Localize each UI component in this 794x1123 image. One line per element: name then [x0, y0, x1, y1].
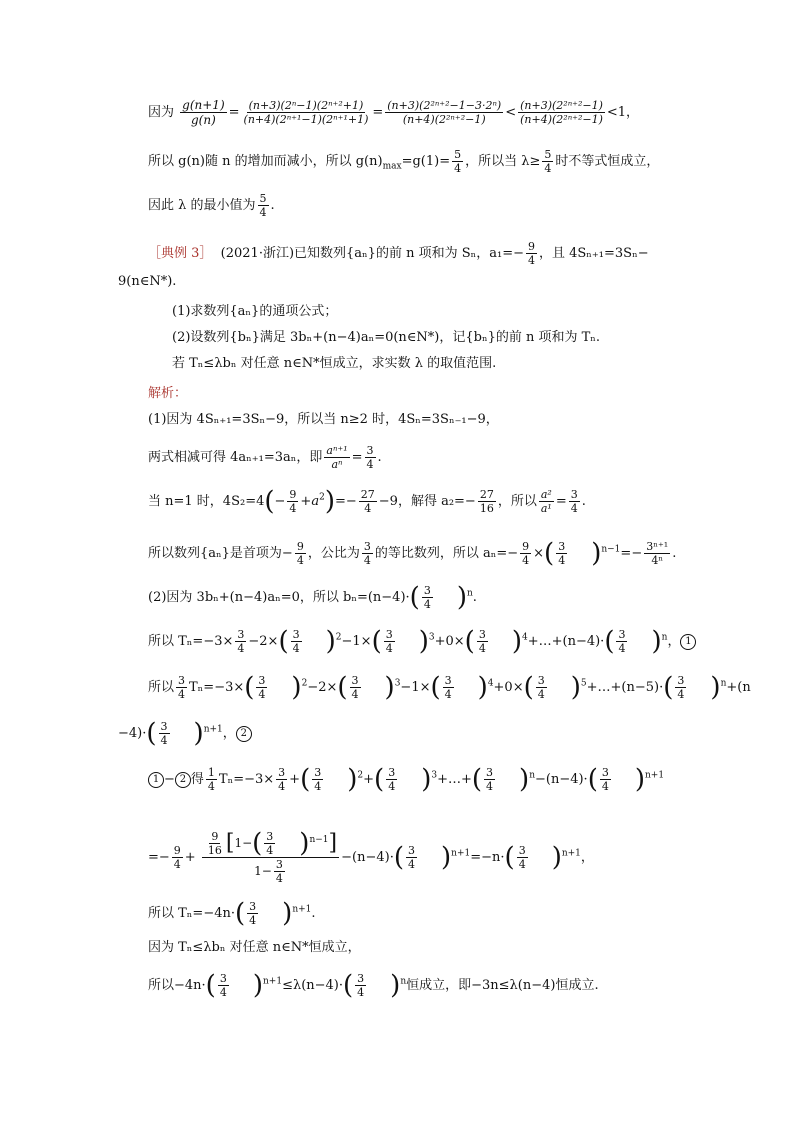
- text: ，所以当 λ≥: [465, 154, 541, 169]
- solution-line-11: 所以 Tₙ=−4n·( $\frac{3}{4}$ )$^{n+1}$.: [148, 898, 316, 929]
- fraction: $\frac{27}{16}$: [479, 488, 494, 515]
- fraction: $\frac{3}{4}$: [366, 444, 374, 471]
- question-2: (2)设数列{bₙ}满足 3bₙ+(n−4)aₙ=0(n∈N*)，记{bₙ}的前 n 项和为 Tₙ.: [172, 330, 601, 345]
- fraction: $\frac{3}{4}$: [363, 540, 371, 567]
- text: 时不等式恒成立，: [555, 154, 660, 169]
- fraction: $\frac{\text{a²}}{\text{a¹}}$: [540, 488, 552, 515]
- solution-line-10: =− $\frac{9}{4}$ + $\frac{9}{16}$ [1−( $\frac{3}{4}$ )$^{n-1}$] 1− $\frac{3}{4}$ −(n−4)·( $\frac{3}{4}$ )$^{n+1}$=−n·( $\frac{3}{4}$ )$^{n+1}$，: [148, 828, 594, 885]
- fraction: $\frac{5}{4}$: [544, 148, 552, 175]
- fraction: $\frac{3}{4}$: [423, 584, 431, 611]
- fraction: $\frac{\text{aⁿ⁺¹}}{\text{aⁿ}}$: [326, 444, 348, 471]
- text: 所以 g(n)随 n 的增加而减小，所以 g(n): [148, 154, 383, 169]
- fraction: $\frac{\text{(n+3)(2²ⁿ⁺²−1−3·2ⁿ)}}{\text{(n+4)(2²ⁿ⁺²−1)}}$: [387, 99, 502, 126]
- text: <1，: [606, 105, 640, 120]
- fraction: $\frac{\text{(n+3)(2²ⁿ⁺²−1)}}{\text{(n+4)(2²ⁿ⁺²−1)}}$: [520, 99, 603, 126]
- question-1: (1)求数列{aₙ}的通项公式；: [172, 304, 338, 319]
- solution-line-4: 所以数列{aₙ}是首项为− $\frac{9}{4}$ ，公比为 $\frac{3}{4}$ 的等比数列，所以 aₙ=− $\frac{9}{4}$ ×( $\frac{3}{4}$ )$^{n-1}$=− $\frac{\text{3ⁿ⁺¹}}{\text{4ⁿ}}$ .: [148, 538, 677, 569]
- text: =g(1)=: [401, 154, 451, 169]
- solution-line-9: 1 − 2 得 $\frac{1}{4}$ Tₙ=−3× $\frac{3}{4}$ +( $\frac{3}{4}$ )$^2$+( $\frac{3}{4}$ )$^3$+…+( $\frac{3}{4}$ )$^n$−(n−4)·( $\frac{3}{4}$ )$^{n+1}$: [148, 766, 664, 793]
- question-2-cont: 若 Tₙ≤λbₙ 对任意 n∈N*恒成立，求实数 λ 的取值范围.: [172, 356, 497, 371]
- text: ，且 4Sₙ₊₁=3Sₙ−: [539, 246, 649, 261]
- solution-line-12: 因为 Tₙ≤λbₙ 对任意 n∈N*恒成立，: [148, 940, 361, 955]
- solution-tag: 解析：: [148, 386, 188, 401]
- solution-line-8: −4)·( $\frac{3}{4}$ )$^{n+1}$， 2: [118, 720, 252, 747]
- line-decreasing: [148, 148, 659, 175]
- fraction: $\frac{9}{4}$: [522, 540, 530, 567]
- fraction: $\frac{3}{4}$: [570, 488, 578, 515]
- subscript: max: [382, 161, 402, 172]
- circled-1: 1: [680, 634, 696, 650]
- solution-line-2: 两式相减可得 4aₙ₊₁=3aₙ，即 $\frac{\text{aⁿ⁺¹}}{\text{aⁿ}}$ = $\frac{3}{4}$ .: [148, 444, 382, 471]
- fraction: $\frac{5}{4}$: [454, 148, 462, 175]
- fraction: $\frac{\text{3ⁿ⁺¹}}{\text{4ⁿ}}$: [646, 540, 669, 567]
- fraction: $\frac{9}{4}$: [289, 488, 297, 515]
- example-tag: ［典例 3］: [148, 246, 213, 261]
- line-ratio: 因为 $\frac{g(n+1)}{g(n)}$ = $\frac{\text{(n+3)(2ⁿ−1)(2ⁿ⁺²+1)}}{\text{(n+4)(2ⁿ⁺¹−1)(2ⁿ⁺¹+1)}}$ = $\frac{\text{(n+3)(2²ⁿ⁺²−1−3·2ⁿ)}}{\text{(n+4)(2²ⁿ⁺²−1)}}$ < $\frac{\text{(n+3)(2²ⁿ⁺²−1)}}{\text{(n+4)(2²ⁿ⁺²−1)}}$ <1，: [148, 98, 640, 127]
- text: 9(n∈N*).: [118, 274, 177, 289]
- solution-line-7: 所以 $\frac{3}{4}$ Tₙ=−3×( $\frac{3}{4}$ )$^2$−2×( $\frac{3}{4}$ )$^3$−1×( $\frac{3}{4}$ )$^4$+0×( $\frac{3}{4}$ )$^5$+…+(n−5)·( $\frac{3}{4}$ )$^n$+(n: [148, 672, 751, 703]
- solution-line-3: 当 n=1 时，4S₂=4(− $\frac{9}{4}$ $+a^2)=-$ $\frac{27}{4}$ −9，解得 a₂=− $\frac{27}{16}$ ，所以 $\frac{\text{a²}}{\text{a¹}}$ = $\frac{3}{4}$ .: [148, 486, 586, 517]
- solution-line-13: 所以−4n·( $\frac{3}{4}$ )$^{n+1}$≤λ(n−4)·( $\frac{3}{4}$ )$^n$恒成立，即−3n≤λ(n−4)恒成立.: [148, 970, 599, 1001]
- fraction: $\frac{3}{4}$: [237, 628, 245, 655]
- text: 因此 λ 的最小值为: [148, 198, 256, 213]
- solution-line-1: (1)因为 4Sₙ₊₁=3Sₙ−9，所以当 n≥2 时，4Sₙ=3Sₙ₋₁−9，: [148, 412, 499, 427]
- line-example-cont: [118, 274, 176, 290]
- fraction: $\frac{5}{4}$: [259, 192, 267, 219]
- circled-2: 2: [236, 726, 252, 742]
- fraction: $\frac{3}{4}$: [558, 540, 566, 567]
- fraction-sum: $\frac{9}{16}$ [1−( $\frac{3}{4}$ )$^{n-1}$] 1− $\frac{3}{4}$: [202, 830, 339, 885]
- fraction: $\frac{g(n+1)}{g(n)}$: [182, 98, 225, 127]
- solution-line-5: (2)因为 3bₙ+(n−4)aₙ=0，所以 bₙ=(n−4)·( $\frac{3}{4}$ )$^n$.: [148, 582, 477, 613]
- line-example-header: [148, 240, 649, 267]
- line-min-lambda: [148, 192, 275, 219]
- text: 因为: [148, 105, 175, 120]
- solution-line-6: 所以 Tₙ=−3× $\frac{3}{4}$ −2×( $\frac{3}{4}$ )$^2$−1×( $\frac{3}{4}$ )$^3$+0×( $\frac{3}{4}$ )$^4$+…+(n−4)·( $\frac{3}{4}$ )$^n$， 1: [148, 628, 696, 655]
- fraction: $\frac{9}{4}$: [296, 540, 304, 567]
- text: .: [270, 198, 275, 213]
- fraction: $\frac{9}{4}$: [528, 240, 535, 267]
- fraction: $\frac{\text{(n+3)(2ⁿ−1)(2ⁿ⁺²+1)}}{\text{(n+4)(2ⁿ⁺¹−1)(2ⁿ⁺¹+1)}}$: [243, 99, 369, 126]
- text: (2021·浙江)已知数列{aₙ}的前 n 项和为 Sₙ，a₁=−: [220, 246, 524, 261]
- fraction: $\frac{27}{4}$: [360, 488, 375, 515]
